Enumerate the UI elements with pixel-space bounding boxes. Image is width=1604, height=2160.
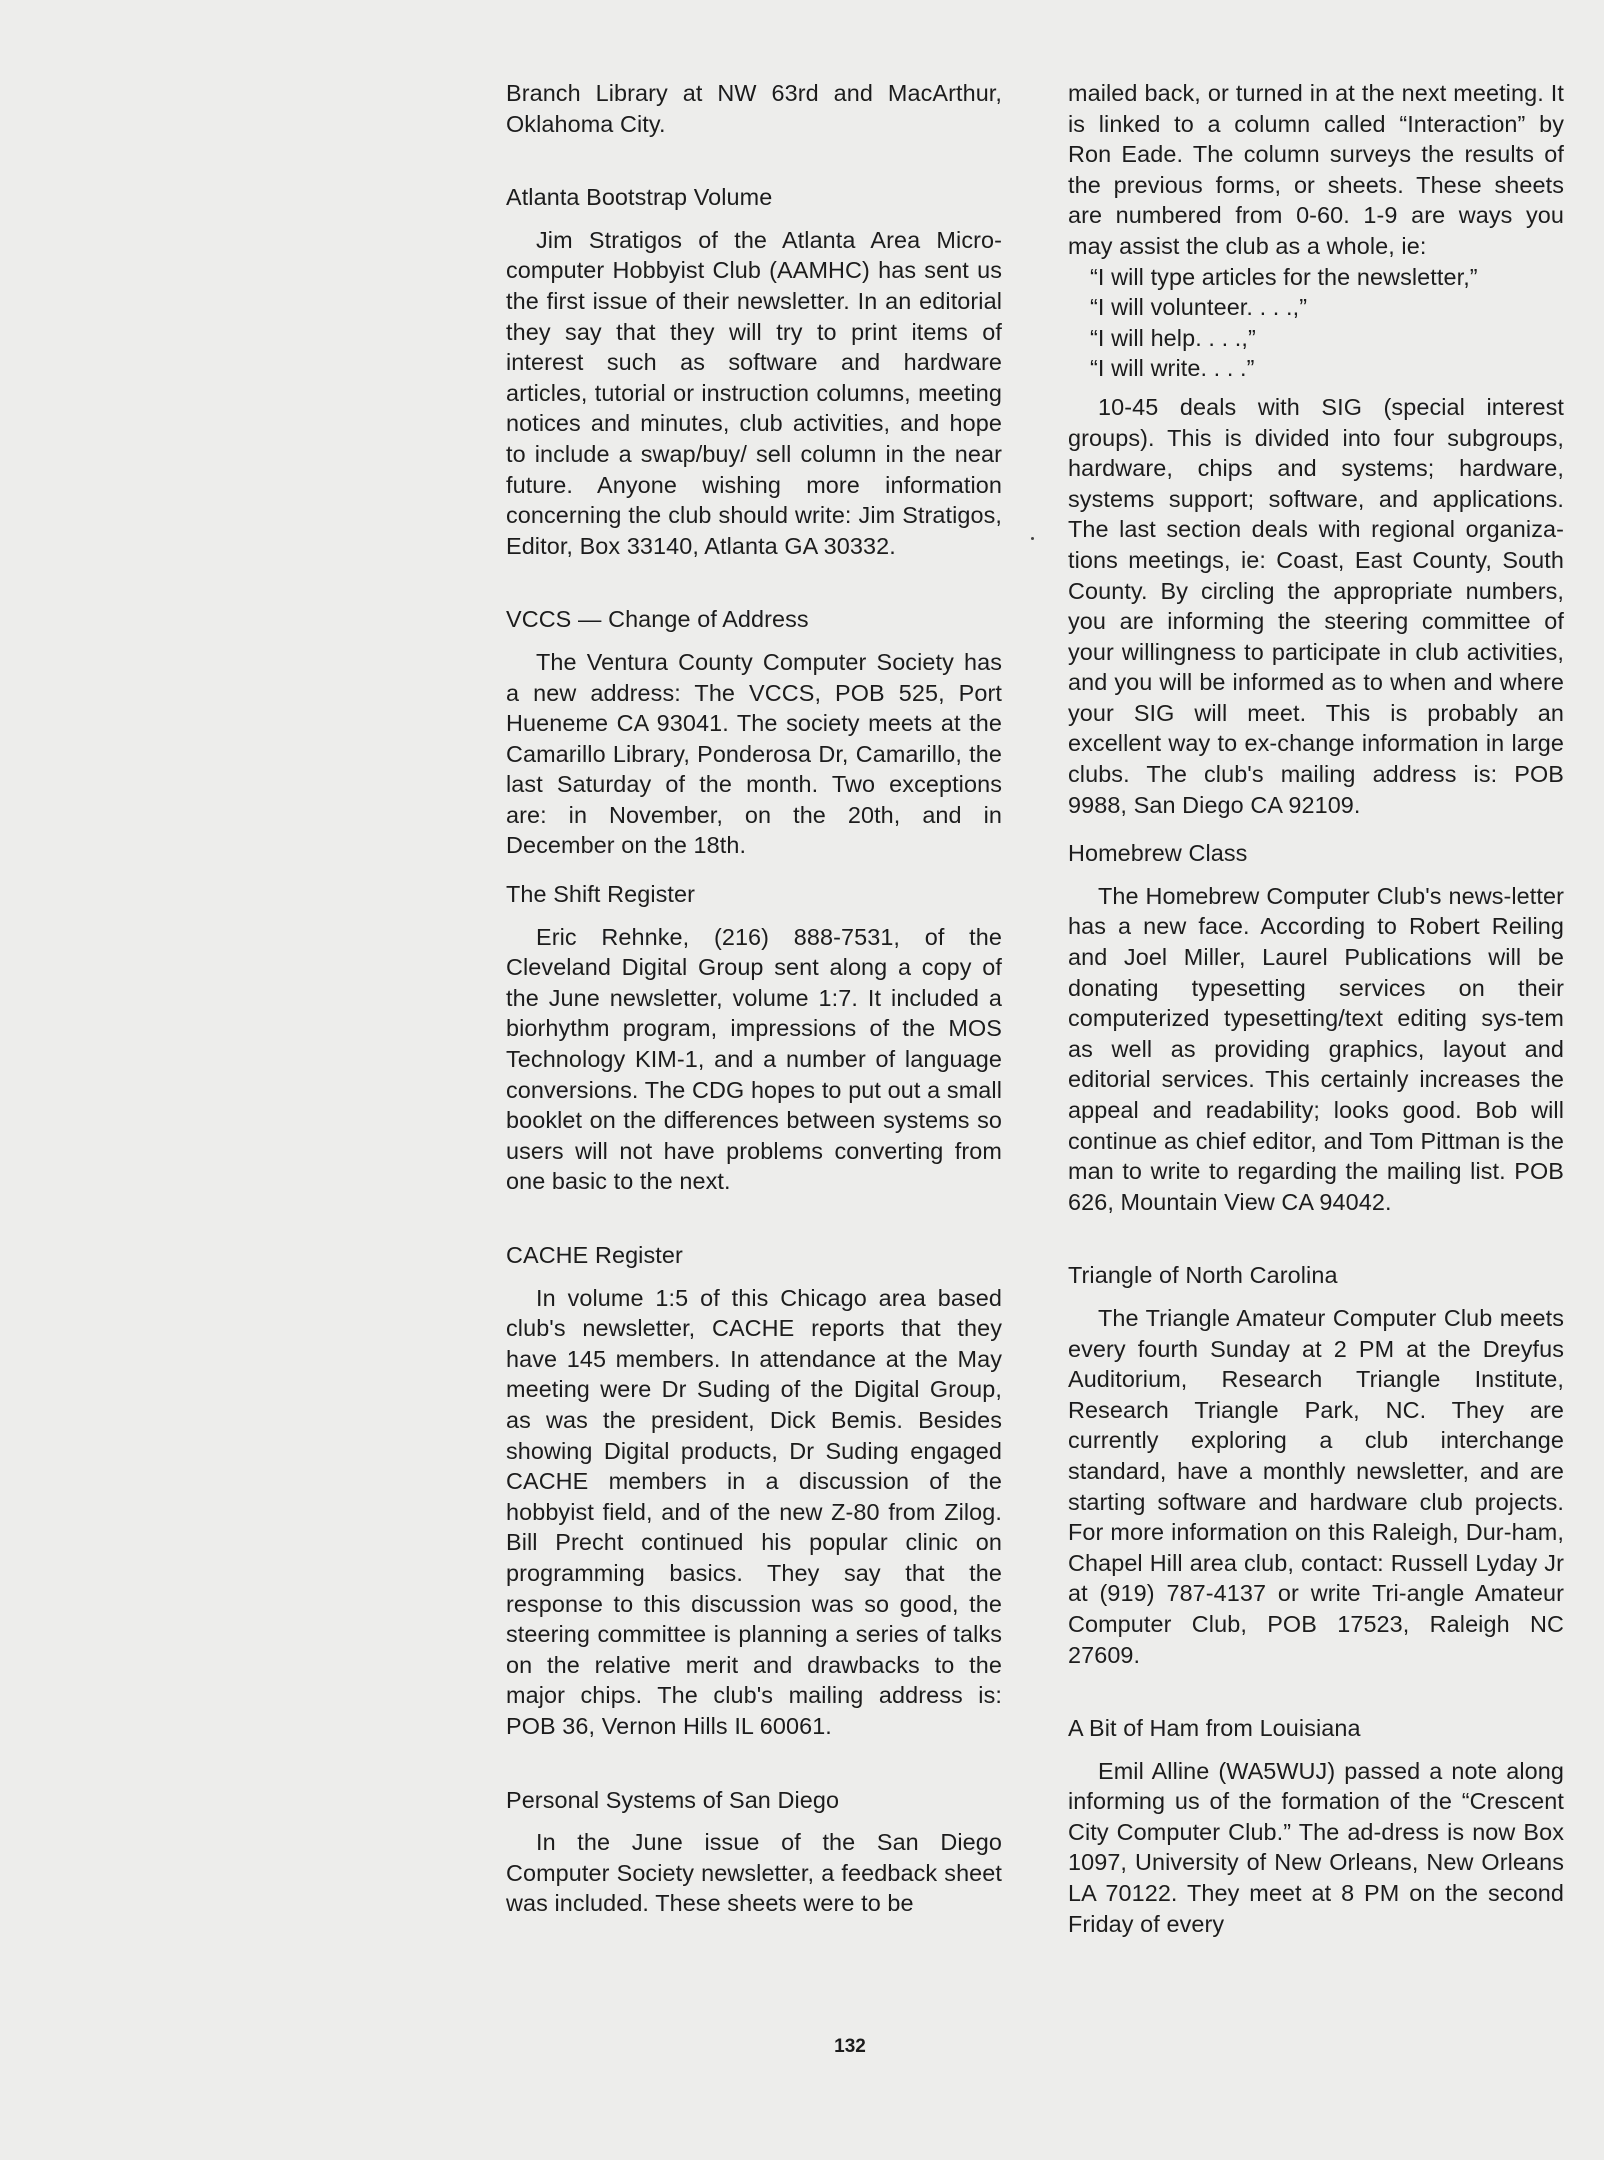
quote-line: “I will volunteer. . . .,” [1090, 294, 1308, 321]
shift-body: Eric Rehnke, (216) 888-7531, of the Cleveland Digital Group sent along a copy of the June newsletter, volume 1:7. It included a biorhythm program, impressions of the MOS Technology KIM-1, and a number of language conversions. The CDG hopes to put out a small booklet on the differences between systems so users will not have problems converting from one basic to the next. [506, 923, 1002, 1195]
vccs-heading: VCCS — Change of Address [506, 606, 809, 633]
shift-heading: The Shift Register [506, 881, 696, 908]
page-number: 132 [834, 2036, 866, 2057]
louisiana-body: Emil Alline (WA5WUJ) passed a note along informing us of the formation of the “Crescent City Computer Club.” The ad-dress is now Box 1097, University of New Orleans, New Orleans LA 70122. They meet at 8 PM on the second Friday of every [1068, 1757, 1564, 1937]
print-speck [1031, 537, 1034, 540]
triangle-heading: Triangle of North Carolina [1068, 1262, 1338, 1289]
quote-line: “I will help. . . .,” [1090, 324, 1256, 351]
triangle-body: The Triangle Amateur Computer Club meets every fourth Sunday at 2 PM at the Dreyfus Auditorium, Research Triangle Institute, Research Triangle Park, NC. They are currently exploring a club interchange standard, have a monthly newsletter, and are starting software and hardware club projects. For more information on this Raleigh, Dur-ham, Chapel Hill area club, contact: Russell Lyday Jr at (919) 787-4137 or write Tri-angle Amateur Computer Club, POB 17523, Raleigh NC 27609. [1068, 1304, 1564, 1668]
homebrew-heading: Homebrew Class [1068, 840, 1248, 867]
quote-line: “I will type articles for the newsletter,” [1090, 263, 1478, 290]
sig-paragraph: 10-45 deals with SIG (special interest groups). This is divided into four subgroups, hardware, chips and systems; hardware, systems support; software, and applications. The last section deals with regional organiza-tions meetings, ie: Coast, East County, South County. By circling the appropriate numbers, you are informing the steering committee of your willingness to participate in club activities, and you will be informed as to when and where your SIG will meet. This is probably an excellent way to ex-change information in large clubs. The club's mailing address is: POB 9988, San Diego CA 92109. [1068, 393, 1564, 818]
cache-body: In volume 1:5 of this Chicago area based club's newsletter, CACHE reports that they have 145 members. In attendance at the May meeting were Dr Suding of the Digital Group, as was the president, Dick Bemis. Besides showing Digital products, Dr Suding engaged CACHE members in a discussion of the hobbyist field, and of the new Z-80 from Zilog. Bill Precht continued his popular clinic on programming basics. They say that the response to this discussion was so good, the steering committee is planning a series of talks on the relative merit and drawbacks to the major chips. The club's mailing address is: POB 36, Vernon Hills IL 60061. [506, 1284, 1002, 1739]
sandiego-heading: Personal Systems of San Diego [506, 1786, 840, 1813]
vccs-body: The Ventura County Computer Society has a new address: The VCCS, POB 525, Port Hueneme CA 93041. The society meets at the Camarillo Library, Ponderosa Dr, Camarillo, the last Saturday of the month. Two exceptions are: in November, on the 20th, and in December on the 18th. [506, 648, 1002, 859]
atlanta-body: Jim Stratigos of the Atlanta Area Micro-computer Hobbyist Club (AAMHC) has sent us the first issue of their newsletter. In an editorial they say that they will try to print items of interest such as software and hardware articles, tutorial or instruction columns, meeting notices and minutes, club activities, and hope to include a swap/buy/ sell column in the near future. Anyone wishing more information concerning the club should write: Jim Stratigos, Editor, Box 33140, Atlanta GA 30332. [506, 226, 1002, 559]
louisiana-heading: A Bit of Ham from Louisiana [1068, 1715, 1361, 1742]
homebrew-body: The Homebrew Computer Club's news-letter has a new face. According to Robert Reiling and Joel Miller, Laurel Publications will be donating typesetting services on their computerized typesetting/text editing sys-tem as well as providing graphics, layout and editorial services. This certainly increases the appeal and readability; looks good. Bob will continue as chief editor, and Tom Pittman is the man to write to regarding the mailing list. POB 626, Mountain View CA 94042. [1068, 882, 1564, 1215]
quote-line: “I will write. . . .” [1090, 355, 1255, 382]
sandiego-body: In the June issue of the San Diego Computer Society newsletter, a feedback sheet was included. These sheets were to be [506, 1829, 1002, 1917]
right-column [1068, 78, 1564, 1939]
continuation-paragraph: mailed back, or turned in at the next meeting. It is linked to a column called “Interaction” by Ron Eade. The column surveys the results of the previous forms, or sheets. These sheets are numbered from 0-60. 1-9 are ways you may assist the club as a whole, ie: [1068, 80, 1564, 259]
cache-heading: CACHE Register [506, 1242, 683, 1268]
atlanta-heading: Atlanta Bootstrap Volume [506, 184, 773, 211]
intro-paragraph: Branch Library at NW 63rd and MacArthur, Oklahoma City. [506, 80, 1002, 137]
left-column [506, 78, 1002, 1919]
